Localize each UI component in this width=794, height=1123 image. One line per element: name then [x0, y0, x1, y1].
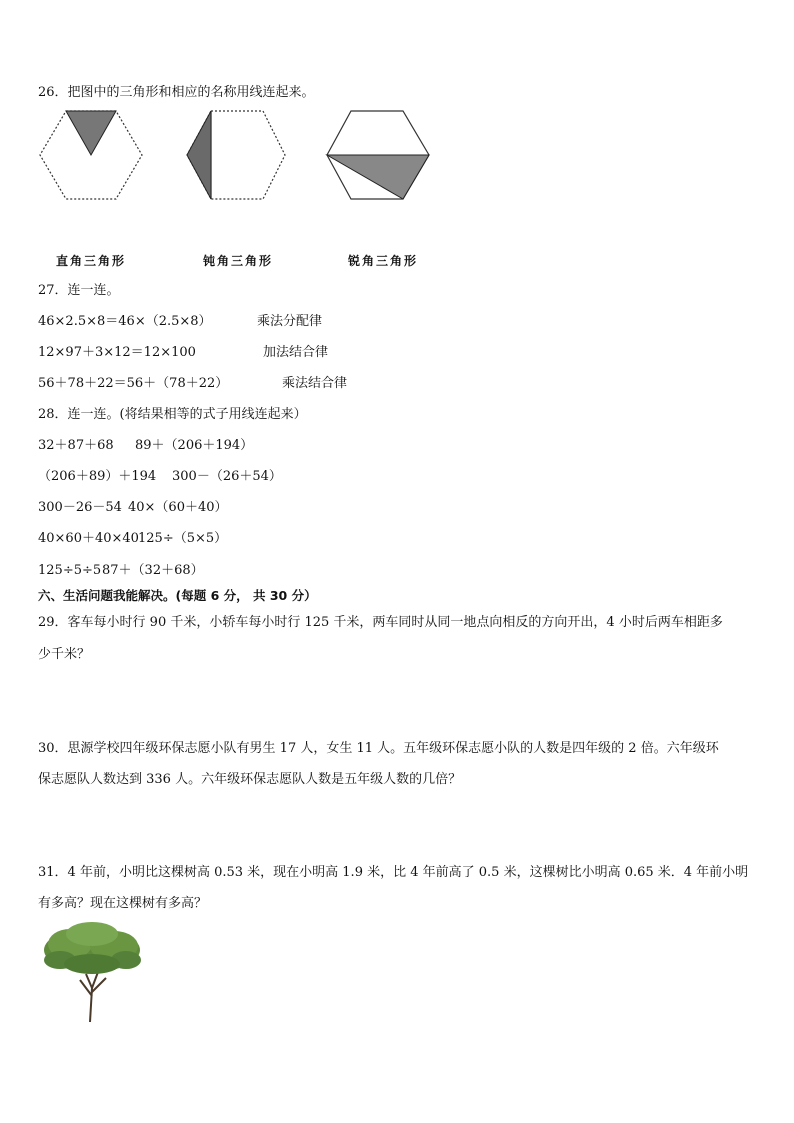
q26-figures — [38, 105, 448, 205]
tree-picture-icon — [40, 918, 145, 1023]
q28-right-3: 40×（60＋40） — [128, 500, 228, 515]
q28-left-2: （206＋89）＋194 — [38, 469, 157, 484]
q31-line-1: 31．4 年前，小明比这棵树高 0.53 米，现在小明高 1.9 米，比 4 年前高了 0.5 米，这棵树比小明高 0.65 米．4 年前小明 — [38, 865, 749, 880]
q31-line-2: 有多高？现在这棵树有多高？ — [38, 896, 208, 911]
q28-left-5: 125÷5÷5 — [38, 563, 102, 578]
q30-line-1: 30．思源学校四年级环保志愿小队有男生 17 人，女生 11 人。五年级环保志愿小队的人数是四年级的 2 倍。六年级环 — [38, 741, 719, 756]
q29-line-2: 少千米？ — [38, 647, 91, 662]
q26-prompt: 26．把图中的三角形和相应的名称用线连起来。 — [38, 85, 315, 100]
q27-left-3: 56＋78＋22＝56＋（78＋22） — [38, 376, 229, 391]
hexagon-top-triangle-icon — [40, 111, 142, 199]
q28-right-1: 89＋（206＋194） — [135, 438, 254, 453]
q30-line-2: 保志愿队人数达到 336 人。六年级环保志愿队人数是五年级人数的几倍？ — [38, 772, 462, 787]
q26-label-obtuse-triangle: 钝角三角形 — [203, 254, 274, 268]
q27-right-1: 乘法分配律 — [257, 314, 323, 329]
q27-right-2: 加法结合律 — [263, 345, 329, 360]
q27-left-1: 46×2.5×8＝46×（2.5×8） — [38, 314, 212, 329]
q28-right-5: 87＋（32＋68） — [102, 563, 204, 578]
q26-label-acute-triangle: 锐角三角形 — [348, 254, 419, 268]
q28-left-3: 300－26－54 — [38, 500, 122, 515]
section-6-heading: 六、生活问题我能解决。(每题 6 分， 共 30 分） — [38, 588, 317, 603]
q27-right-3: 乘法结合律 — [282, 376, 348, 391]
q28-right-2: 300－（26＋54） — [172, 469, 282, 484]
q27-prompt: 27．连一连。 — [38, 283, 120, 298]
q28-left-4: 40×60＋40×40 — [38, 531, 139, 546]
hexagon-diagonal-triangle-icon — [327, 111, 429, 199]
q27-left-2: 12×97＋3×12＝12×100 — [38, 345, 196, 360]
q28-right-4: 125÷（5×5） — [138, 531, 228, 546]
q28-prompt: 28．连一连。(将结果相等的式子用线连起来） — [38, 407, 307, 422]
q26-label-right-triangle: 直角三角形 — [56, 254, 127, 268]
q28-left-1: 32＋87＋68 — [38, 438, 114, 453]
q29-line-1: 29．客车每小时行 90 千米，小轿车每小时行 125 千米，两车同时从同一地点向相反的方向开出，4 小时后两车相距多 — [38, 615, 723, 630]
hexagon-left-triangle-icon — [187, 111, 285, 199]
